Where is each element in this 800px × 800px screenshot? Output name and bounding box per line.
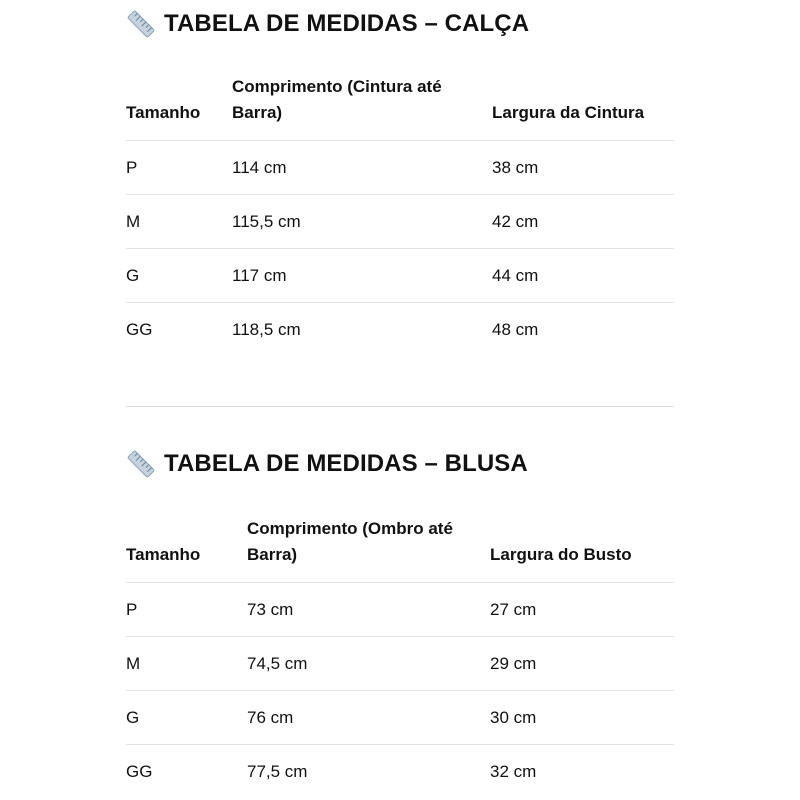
- table-row: [126, 691, 674, 745]
- column-header-length: Comprimento (Ombro até Barra): [247, 512, 490, 583]
- table-row: [126, 195, 674, 249]
- cell-width: 44 cm: [492, 249, 674, 303]
- size-chart-pants: [126, 0, 674, 356]
- ruler-icon: [126, 449, 156, 479]
- column-header-length: Comprimento (Cintura até Barra): [232, 70, 492, 141]
- column-header-width: Largura da Cintura: [492, 70, 674, 141]
- cell-size: G: [126, 249, 232, 303]
- cell-size: M: [126, 637, 247, 691]
- section-title: [126, 0, 674, 48]
- cell-length: 73 cm: [247, 583, 490, 637]
- section-divider: [126, 406, 674, 407]
- table-row: [126, 583, 674, 637]
- cell-size: P: [126, 583, 247, 637]
- column-header-size: Tamanho: [126, 512, 247, 583]
- cell-width: 38 cm: [492, 141, 674, 195]
- size-table: [126, 70, 674, 356]
- cell-size: G: [126, 691, 247, 745]
- table-row: [126, 303, 674, 357]
- section-title-text: TABELA DE MEDIDAS – BLUSA: [164, 450, 528, 477]
- cell-size: P: [126, 141, 232, 195]
- cell-length: 114 cm: [232, 141, 492, 195]
- cell-width: 42 cm: [492, 195, 674, 249]
- column-header-size: Tamanho: [126, 70, 232, 141]
- column-header-width: Largura do Busto: [490, 512, 674, 583]
- table-row: [126, 745, 674, 799]
- cell-size: M: [126, 195, 232, 249]
- cell-width: 30 cm: [490, 691, 674, 745]
- cell-length: 115,5 cm: [232, 195, 492, 249]
- cell-length: 117 cm: [232, 249, 492, 303]
- size-table: [126, 512, 674, 798]
- cell-width: 29 cm: [490, 637, 674, 691]
- cell-width: 48 cm: [492, 319, 539, 339]
- table-row: [126, 249, 674, 303]
- cell-length: 76 cm: [247, 691, 490, 745]
- cell-width: 32 cm: [490, 761, 537, 781]
- cell-length: 77,5 cm: [247, 761, 308, 781]
- cell-length: 118,5 cm: [232, 319, 301, 339]
- cell-length: 74,5 cm: [247, 637, 490, 691]
- size-chart-blouse: [126, 440, 674, 798]
- table-row: [126, 141, 674, 195]
- ruler-icon: [126, 9, 156, 39]
- section-title-text: TABELA DE MEDIDAS – CALÇA: [164, 10, 530, 37]
- cell-size: GG: [126, 761, 153, 781]
- section-title: [126, 440, 674, 488]
- cell-width: 27 cm: [490, 583, 674, 637]
- cell-size: GG: [126, 319, 153, 339]
- table-row: [126, 637, 674, 691]
